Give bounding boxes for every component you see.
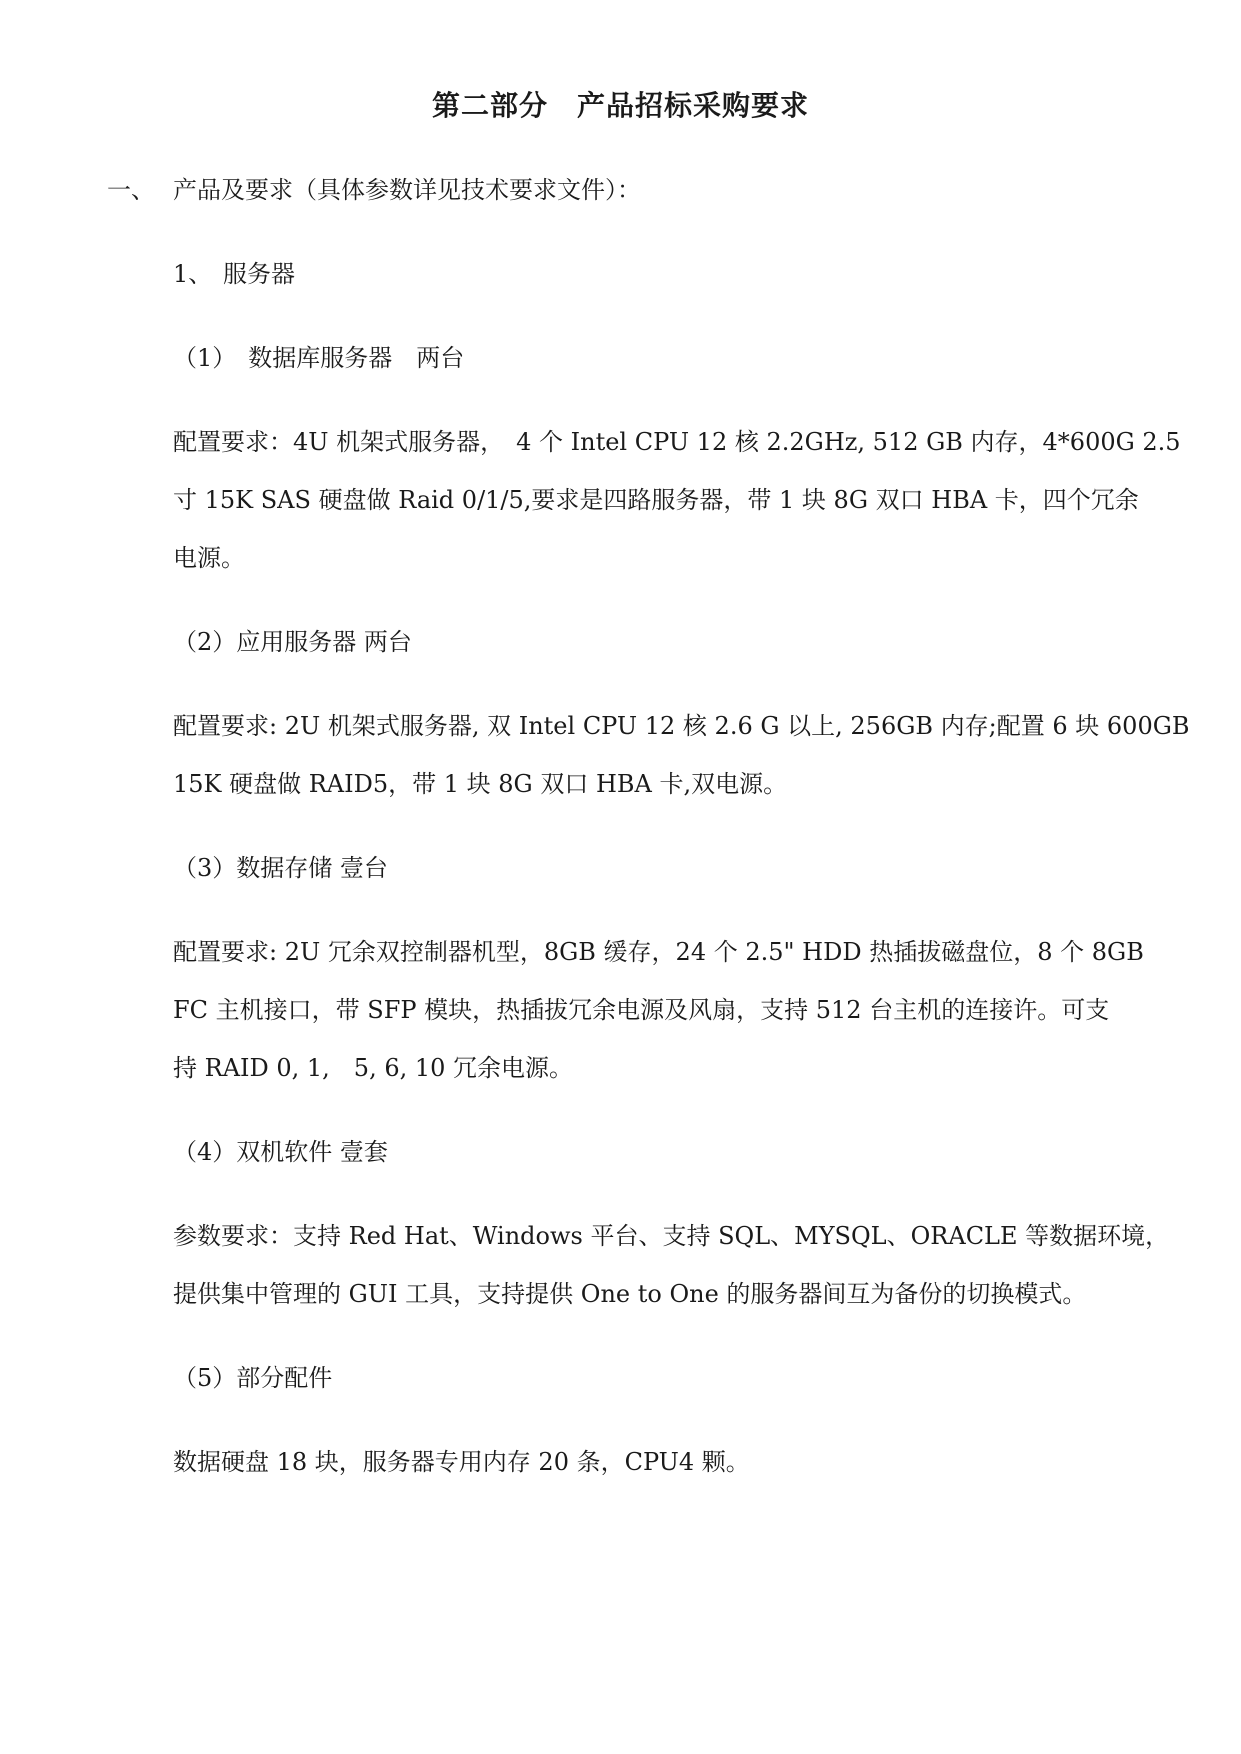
- item-text-line: 持 RAID 0, 1, 5, 6, 10 冗余电源。: [173, 1054, 574, 1082]
- item-text-line: 提供集中管理的 GUI 工具，支持提供 One to One 的服务器间互为备份的切换模式。: [173, 1280, 1087, 1308]
- item-text-line: 配置要求: 2U 机架式服务器, 双 Intel CPU 12 核 2.6 G 以上, 256GB 内存;配置 6 块 600GB: [173, 712, 1190, 740]
- section-heading: 产品及要求（具体参数详见技术要求文件）：: [173, 176, 641, 204]
- document-title: 第二部分 产品招标采购要求: [431, 89, 809, 122]
- item-text-line: 寸 15K SAS 硬盘做 Raid 0/1/5,要求是四路服务器，带 1 块 8G 双口 HBA 卡，四个冗余: [173, 486, 1139, 514]
- section-number: 一、: [107, 176, 155, 204]
- item-text-line: 配置要求: 2U 冗余双控制器机型，8GB 缓存，24 个 2.5" HDD 热插拔磁盘位，8 个 8GB: [173, 938, 1144, 966]
- item-heading-cluster-software: （4）双机软件 壹套: [173, 1138, 388, 1166]
- item-heading-application-server: （2）应用服务器 两台: [173, 628, 412, 656]
- subsection-number: 1、: [173, 260, 213, 288]
- item-text-line: 数据硬盘 18 块，服务器专用内存 20 条，CPU4 颗。: [173, 1448, 750, 1476]
- item-text-line: 电源。: [173, 544, 245, 572]
- item-heading-database-server: （1） 数据库服务器 两台: [173, 344, 465, 372]
- item-text-line: 参数要求：支持 Red Hat、Windows 平台、支持 SQL、MYSQL、ORACLE 等数据环境，: [173, 1222, 1170, 1250]
- item-heading-parts: （5）部分配件: [173, 1364, 333, 1392]
- item-text-line: 15K 硬盘做 RAID5，带 1 块 8G 双口 HBA 卡,双电源。: [173, 770, 788, 798]
- item-text-line: FC 主机接口，带 SFP 模块，热插拔冗余电源及风扇，支持 512 台主机的连接许。可支: [173, 996, 1110, 1024]
- subsection-heading: 服务器: [223, 260, 295, 288]
- item-text-line: 配置要求：4U 机架式服务器， 4 个 Intel CPU 12 核 2.2GHz, 512 GB 内存，4*600G 2.5: [173, 428, 1181, 456]
- item-heading-data-storage: （3）数据存储 壹台: [173, 854, 388, 882]
